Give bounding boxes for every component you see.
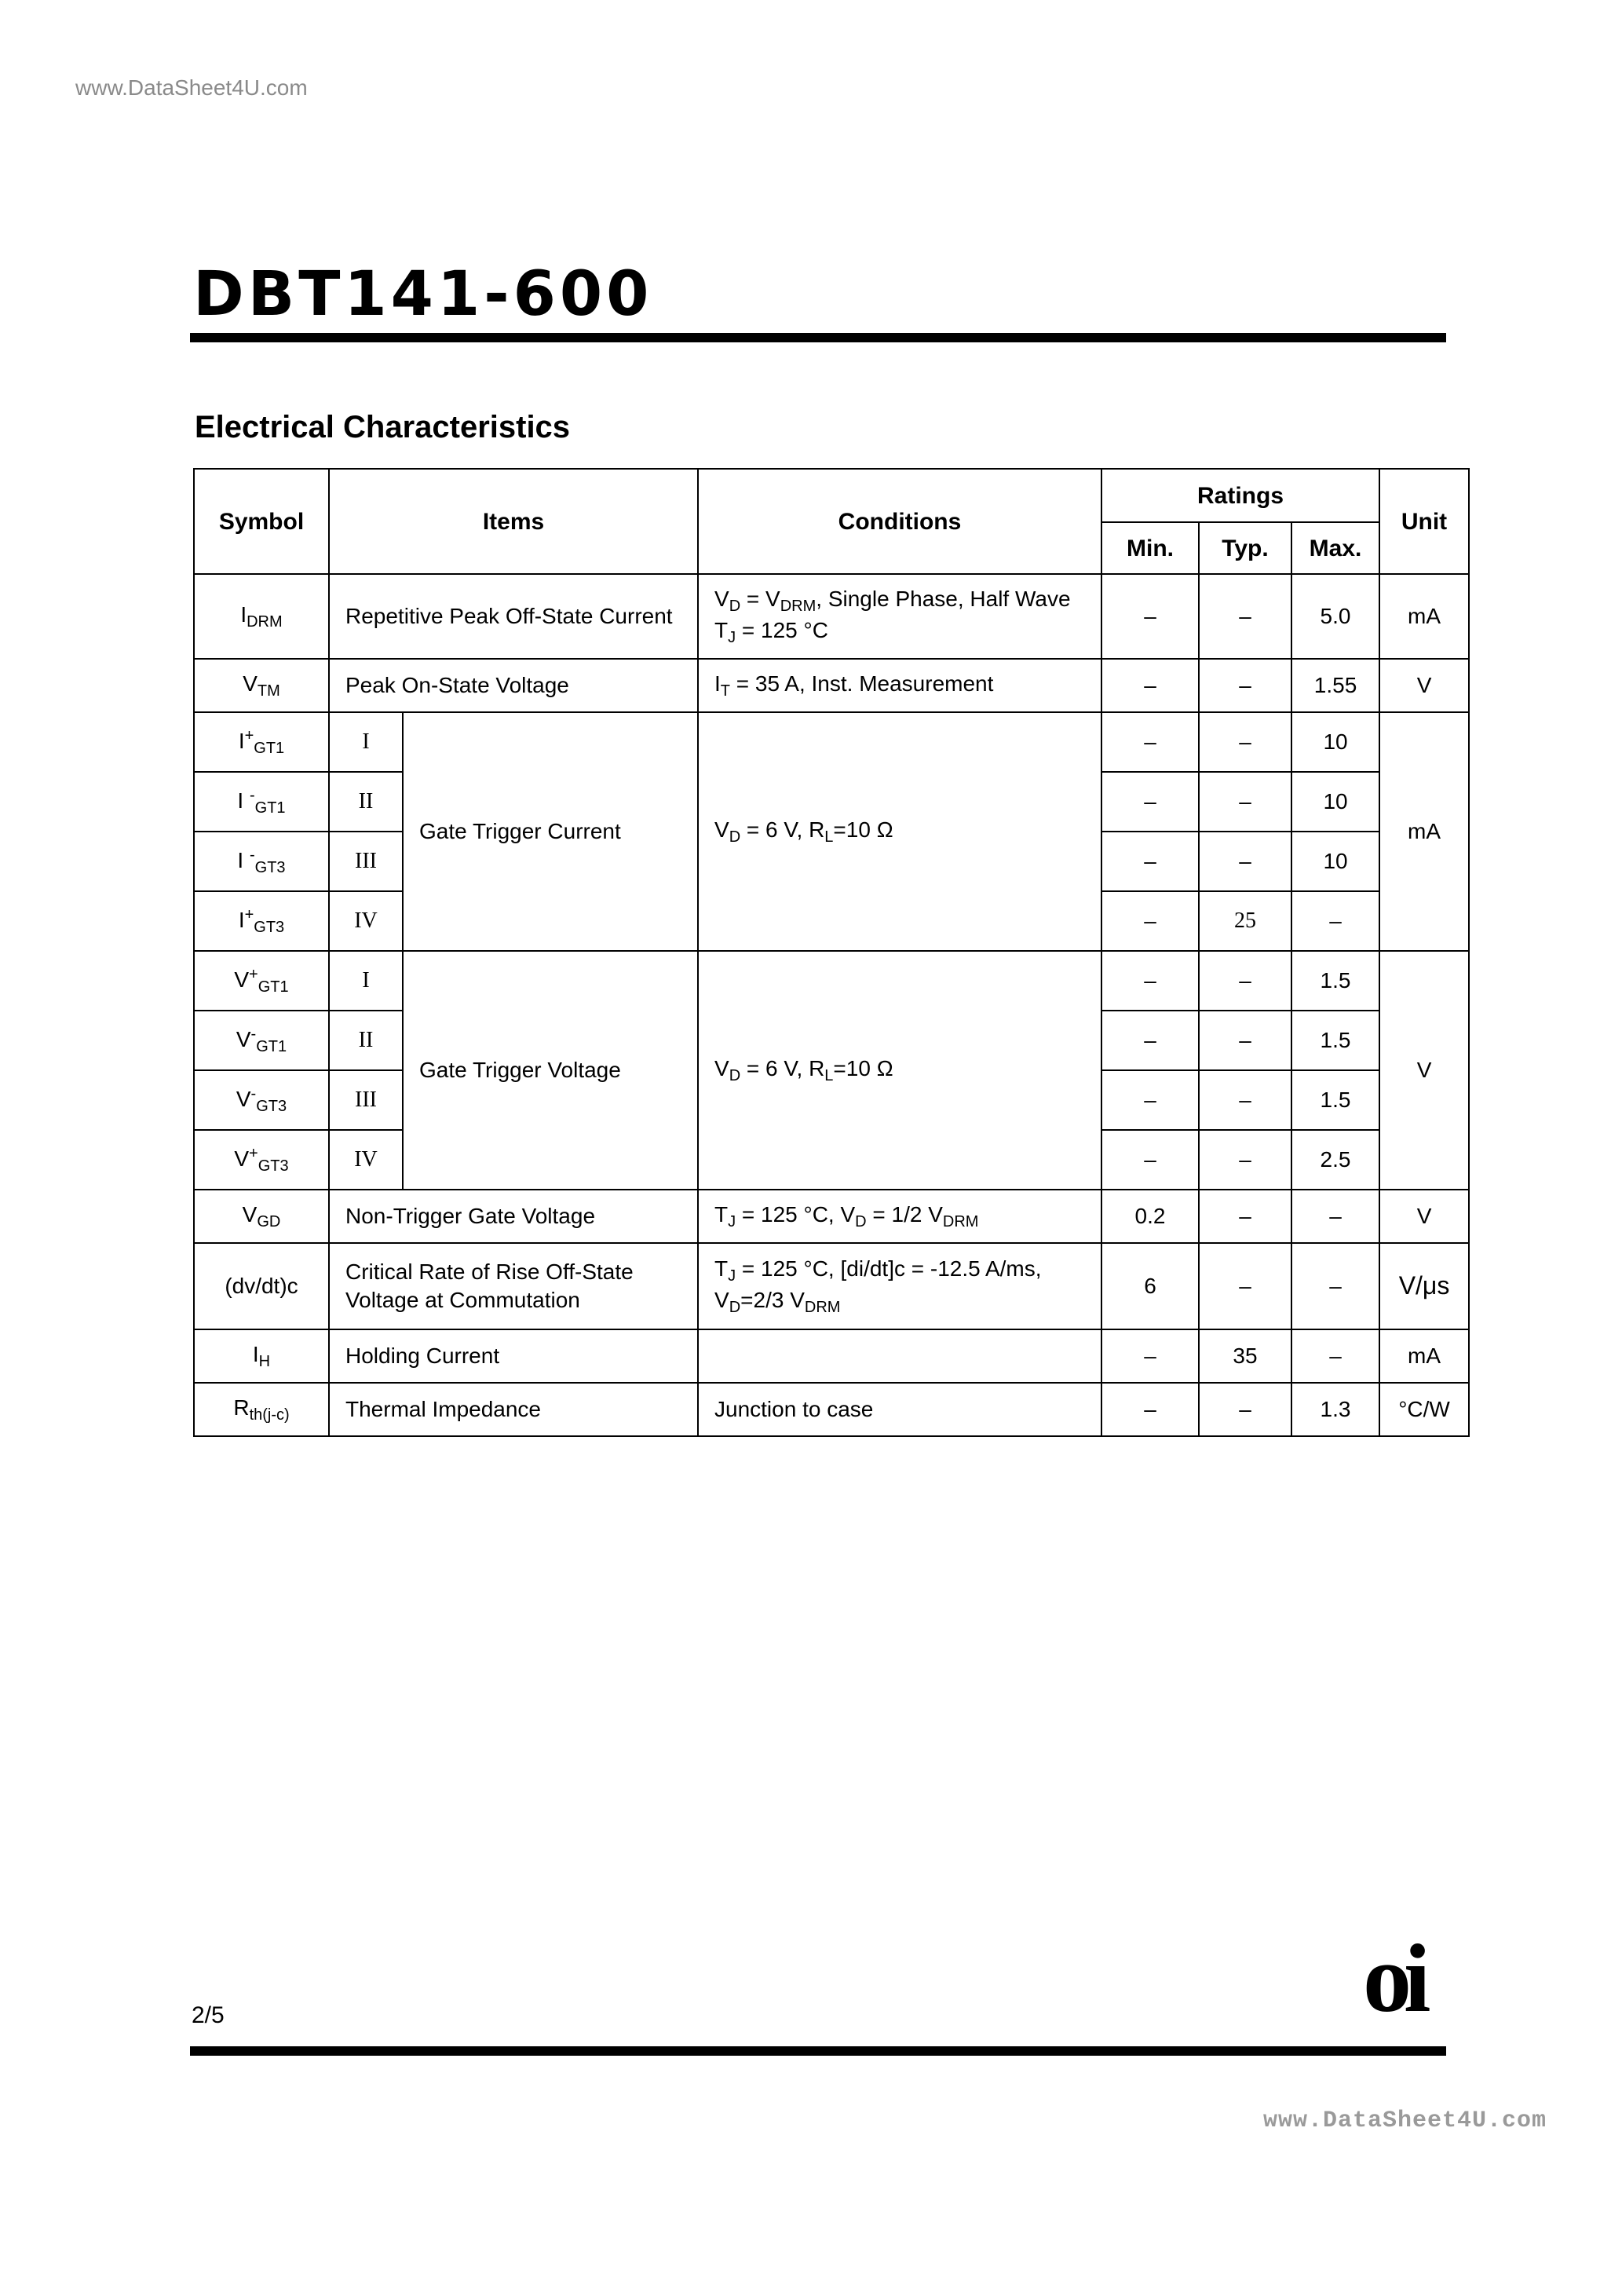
min-cell: – xyxy=(1101,1011,1199,1070)
symbol-cell: I -$_{GT1}$ xyxy=(194,772,329,832)
unit-cell: mA xyxy=(1379,712,1469,951)
table-row xyxy=(194,1383,1469,1436)
symbol-cell: $I^+_{GT3}$ xyxy=(194,891,329,951)
max-cell: 10 xyxy=(1291,712,1379,772)
header-rule xyxy=(190,333,1446,342)
condition-cell: Junction to case xyxy=(698,1383,1101,1436)
min-cell: 0.2 xyxy=(1101,1190,1199,1243)
min-cell: – xyxy=(1101,1070,1199,1130)
symbol-cell: $I_H$ xyxy=(194,1329,329,1383)
condition-cell: $T_J = 125$ °C, $V_D = 1/2$ $V_{DRM}$ xyxy=(698,1190,1101,1243)
symbol-cell: I -$_{GT3}$ xyxy=(194,832,329,891)
symbol-cell: (dv/dt)c xyxy=(194,1243,329,1329)
footer-rule xyxy=(190,2046,1446,2056)
quadrant-cell: II xyxy=(329,1011,403,1070)
symbol-cell: $V_{TM}$ xyxy=(194,659,329,712)
max-cell: 1.55 xyxy=(1291,659,1379,712)
max-cell: – xyxy=(1291,891,1379,951)
header-row xyxy=(194,469,1469,522)
page-title: DBT141-600 xyxy=(193,259,653,330)
company-logo: oi xyxy=(1363,1925,1423,2032)
table-row xyxy=(194,1329,1469,1383)
symbol-cell: $V^+_{GT1}$ xyxy=(194,951,329,1011)
item-cell: Repetitive Peak Off-State Current xyxy=(329,574,698,659)
typ-cell: – xyxy=(1199,659,1291,712)
ratings-header: Ratings xyxy=(1101,469,1379,522)
condition-cell: $I_T = 35$ A, Inst. Measurement xyxy=(698,659,1101,712)
min-cell: – xyxy=(1101,659,1199,712)
max-header: Max. xyxy=(1291,522,1379,574)
quadrant-cell: III xyxy=(329,832,403,891)
typ-cell: – xyxy=(1199,1130,1291,1190)
typ-cell: 25 xyxy=(1199,891,1291,951)
quadrant-cell: IV xyxy=(329,891,403,951)
symbol-cell: $I_{DRM}$ xyxy=(194,574,329,659)
unit-cell: mA xyxy=(1379,574,1469,659)
max-cell: – xyxy=(1291,1243,1379,1329)
condition-cell: $V_D = 6$ V, $R_L=10$ Ω xyxy=(698,712,1101,951)
item-cell: Non-Trigger Gate Voltage xyxy=(329,1190,698,1243)
quadrant-cell: IV xyxy=(329,1130,403,1190)
condition-cell: $T_J = 125$ °C, [di/dt]c = -12.5 A/ms, $V_D=2/3$ $V_{DRM}$ xyxy=(698,1243,1101,1329)
min-cell: – xyxy=(1101,951,1199,1011)
items-header: Items xyxy=(329,469,698,574)
typ-cell: – xyxy=(1199,951,1291,1011)
symbol-cell: $I^+_{GT1}$ xyxy=(194,712,329,772)
max-cell: 1.3 xyxy=(1291,1383,1379,1436)
max-cell: 5.0 xyxy=(1291,574,1379,659)
table-row xyxy=(194,1190,1469,1243)
unit-cell: V/μs xyxy=(1379,1243,1469,1329)
unit-cell: °C/W xyxy=(1379,1383,1469,1436)
min-cell: 6 xyxy=(1101,1243,1199,1329)
unit-cell: mA xyxy=(1379,1329,1469,1383)
min-header: Min. xyxy=(1101,522,1199,574)
symbol-cell: $V_{GD}$ xyxy=(194,1190,329,1243)
max-cell: 10 xyxy=(1291,772,1379,832)
table-row xyxy=(194,712,1469,772)
item-cell: Critical Rate of Rise Off-State Voltage at Commutation xyxy=(329,1243,698,1329)
item-cell: Peak On-State Voltage xyxy=(329,659,698,712)
item-cell: Holding Current xyxy=(329,1329,698,1383)
item-cell: Thermal Impedance xyxy=(329,1383,698,1436)
typ-cell: – xyxy=(1199,772,1291,832)
min-cell: – xyxy=(1101,891,1199,951)
max-cell: 1.5 xyxy=(1291,951,1379,1011)
table-row xyxy=(194,574,1469,659)
min-cell: – xyxy=(1101,832,1199,891)
typ-cell: – xyxy=(1199,832,1291,891)
watermark-bottom[interactable]: www.DataSheet4U.com xyxy=(1262,2108,1547,2134)
unit-cell: V xyxy=(1379,659,1469,712)
typ-cell: – xyxy=(1199,1070,1291,1130)
condition-cell: $V_D = V_{DRM}$, Single Phase, Half Wave $T_J = 125$ °C xyxy=(698,574,1101,659)
min-cell: – xyxy=(1101,1130,1199,1190)
max-cell: 1.5 xyxy=(1291,1070,1379,1130)
condition-cell: $V_D = 6$ V, $R_L=10$ Ω xyxy=(698,951,1101,1190)
electrical-characteristics-table xyxy=(193,468,1470,1437)
typ-cell: 35 xyxy=(1199,1329,1291,1383)
item-cell: Gate Trigger Current xyxy=(403,712,698,951)
typ-header: Typ. xyxy=(1199,522,1291,574)
symbol-cell: $V^-_{GT1}$ xyxy=(194,1011,329,1070)
quadrant-cell: II xyxy=(329,772,403,832)
typ-cell: – xyxy=(1199,712,1291,772)
unit-cell: V xyxy=(1379,951,1469,1190)
watermark-top[interactable]: www.DataSheet4U.com xyxy=(75,75,308,100)
symbol-cell: $V^+_{GT3}$ xyxy=(194,1130,329,1190)
quadrant-cell: I xyxy=(329,712,403,772)
min-cell: – xyxy=(1101,574,1199,659)
max-cell: – xyxy=(1291,1190,1379,1243)
max-cell: 2.5 xyxy=(1291,1130,1379,1190)
max-cell: – xyxy=(1291,1329,1379,1383)
quadrant-cell: III xyxy=(329,1070,403,1130)
min-cell: – xyxy=(1101,772,1199,832)
typ-cell: – xyxy=(1199,1011,1291,1070)
page-number: 2/5 xyxy=(192,2002,225,2028)
quadrant-cell: I xyxy=(329,951,403,1011)
typ-cell: – xyxy=(1199,1383,1291,1436)
typ-cell: – xyxy=(1199,1243,1291,1329)
condition-cell xyxy=(698,1329,1101,1383)
min-cell: – xyxy=(1101,1383,1199,1436)
table-row xyxy=(194,951,1469,1011)
max-cell: 1.5 xyxy=(1291,1011,1379,1070)
item-cell: Gate Trigger Voltage xyxy=(403,951,698,1190)
typ-cell: – xyxy=(1199,1190,1291,1243)
table-row xyxy=(194,1243,1469,1329)
symbol-cell: $V^-_{GT3}$ xyxy=(194,1070,329,1130)
typ-cell: – xyxy=(1199,574,1291,659)
table-row xyxy=(194,659,1469,712)
min-cell: – xyxy=(1101,1329,1199,1383)
min-cell: – xyxy=(1101,712,1199,772)
max-cell: 10 xyxy=(1291,832,1379,891)
symbol-header: Symbol xyxy=(194,469,329,574)
symbol-cell: $R_{th(j-c)}$ xyxy=(194,1383,329,1436)
conditions-header: Conditions xyxy=(698,469,1101,574)
unit-cell: V xyxy=(1379,1190,1469,1243)
section-title: Electrical Characteristics xyxy=(195,410,571,444)
unit-header: Unit xyxy=(1379,469,1469,574)
